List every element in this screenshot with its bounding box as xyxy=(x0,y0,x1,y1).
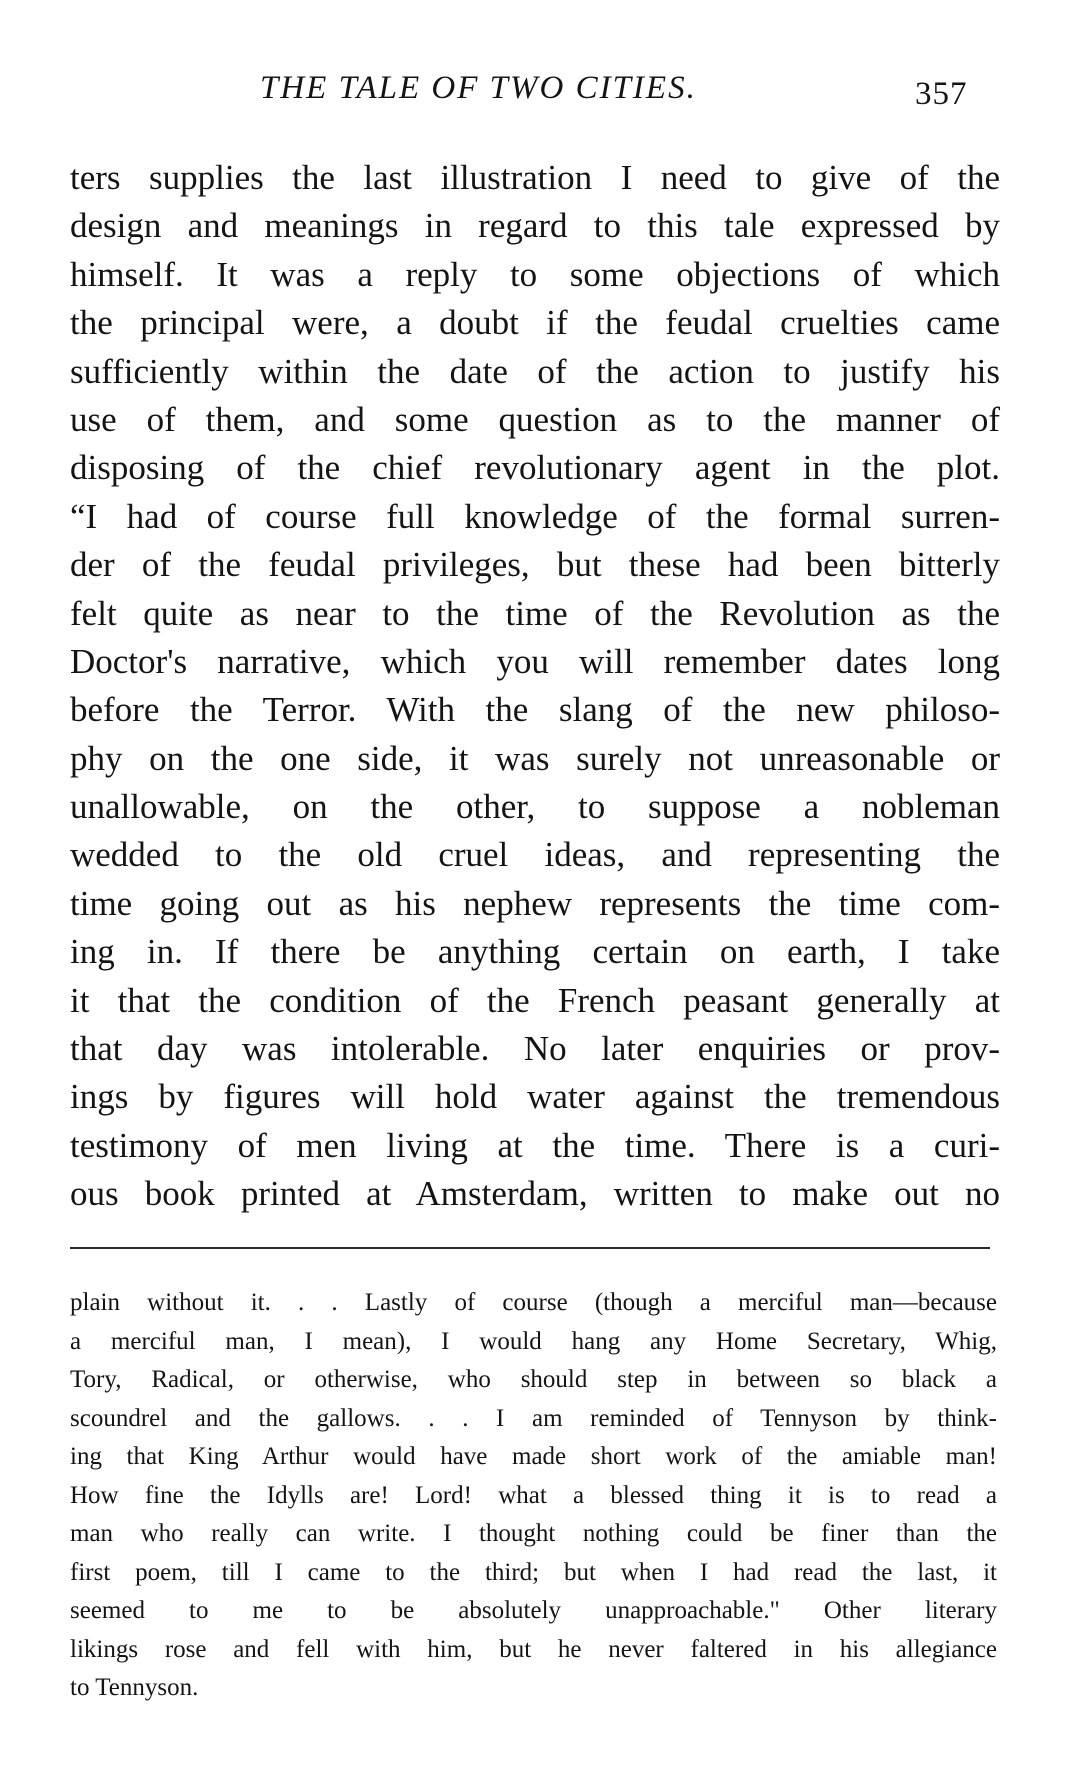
footnote-line: ing that King Arthur would have made short work of the amiable man! xyxy=(70,1443,997,1470)
text-line: the principal were, a doubt if the feudal cruelties came xyxy=(70,303,1000,343)
text-line: disposing of the chief revolutionary agent in the plot. xyxy=(70,448,1000,488)
text-line: ing in. If there be anything certain on earth, I take xyxy=(70,932,1000,972)
text-line: use of them, and some question as to the manner of xyxy=(70,399,1000,439)
running-head xyxy=(70,70,1000,120)
footnote-line: plain without it. . . Lastly of course (though a merciful man—because xyxy=(70,1289,997,1316)
text-line: design and meanings in regard to this tale expressed by xyxy=(70,206,1000,246)
footnote-divider xyxy=(70,1247,990,1249)
footnote-line: likings rose and fell with him, but he never faltered in his allegiance xyxy=(70,1635,997,1663)
text-line: that day was intolerable. No later enquiries or prov- xyxy=(70,1029,1000,1069)
text-line: unallowable, on the other, to suppose a nobleman xyxy=(70,787,1000,827)
footnote-line: seemed to me to be absolutely unapproachable." Other literary xyxy=(70,1597,997,1624)
page-number: 357 xyxy=(915,76,968,112)
footnote-line: Tory, Radical, or otherwise, who should step in between so black a xyxy=(70,1366,997,1393)
main-text xyxy=(70,154,1000,1219)
text-line: ous book printed at Amsterdam, written to make out no xyxy=(70,1174,1000,1214)
footnote-line: How fine the Idylls are! Lord! what a blessed thing it is to read a xyxy=(70,1481,997,1509)
text-line: ings by figures will hold water against the tremendous xyxy=(70,1077,1000,1117)
footnote-line: scoundrel and the gallows. . . I am reminded of Tennyson by think- xyxy=(70,1404,997,1432)
running-title: THE TALE OF TWO CITIES. xyxy=(260,70,697,106)
text-line: Doctor's narrative, which you will remember dates long xyxy=(70,641,1000,681)
text-line: der of the feudal privileges, but these had been bitterly xyxy=(70,545,1000,585)
text-line: sufficiently within the date of the action to justify his xyxy=(70,351,1000,391)
text-line: wedded to the old cruel ideas, and representing the xyxy=(70,835,1000,875)
footnote-line: first poem, till I came to the third; but when I had read the last, it xyxy=(70,1558,997,1586)
text-line: it that the condition of the French peasant generally at xyxy=(70,980,1000,1020)
text-line: himself. It was a reply to some objections of which xyxy=(70,254,1000,294)
text-line: felt quite as near to the time of the Revolution as the xyxy=(70,593,1000,633)
text-line: “I had of course full knowledge of the formal surren- xyxy=(70,496,1000,536)
text-line: time going out as his nephew represents the time com- xyxy=(70,883,1000,923)
footnote-line: man who really can write. I thought nothing could be finer than the xyxy=(70,1520,997,1547)
footnote-line: to Tennyson. xyxy=(70,1674,199,1701)
text-line: before the Terror. With the slang of the new philoso- xyxy=(70,690,1000,730)
text-line: phy on the one side, it was surely not unreasonable or xyxy=(70,738,1000,778)
footnote-line: a merciful man, I mean), I would hang any Home Secretary, Whig, xyxy=(70,1327,997,1355)
text-line: testimony of men living at the time. There is a curi- xyxy=(70,1125,1000,1165)
text-line: ters supplies the last illustration I need to give of the xyxy=(70,158,1000,197)
footnote xyxy=(70,1284,997,1708)
